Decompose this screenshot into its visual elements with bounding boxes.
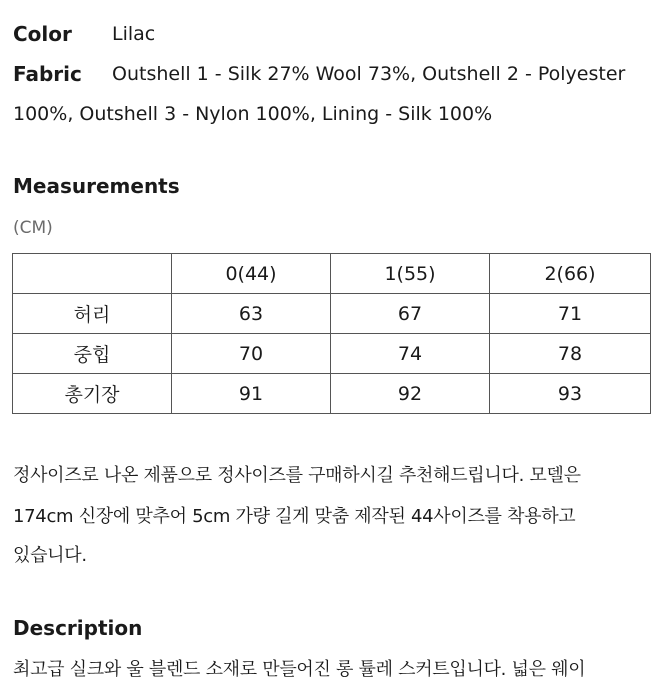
fabric-value-line1: Outshell 1 - Silk 27% Wool 73%, Outshell 2 - Polyester xyxy=(112,63,626,85)
table-cell: 63 xyxy=(172,294,331,334)
table-row-label: 허리 xyxy=(13,294,172,334)
color-value: Lilac xyxy=(112,23,156,45)
size-table xyxy=(12,253,651,414)
table-row xyxy=(13,294,651,334)
table-cell: 93 xyxy=(490,374,651,414)
table-header-cell: 2(66) xyxy=(490,254,651,294)
table-header-row xyxy=(13,254,651,294)
table-cell: 91 xyxy=(172,374,331,414)
size-notice-line3: 있습니다. xyxy=(13,545,87,566)
unit-label: (CM) xyxy=(13,218,53,238)
table-row xyxy=(13,334,651,374)
table-header-cell: 1(55) xyxy=(331,254,490,294)
measurements-title: Measurements xyxy=(13,174,180,198)
table-cell: 74 xyxy=(331,334,490,374)
table-cell: 71 xyxy=(490,294,651,334)
table-row-label: 중힙 xyxy=(13,334,172,374)
table-header-cell xyxy=(13,254,172,294)
table-header-cell: 0(44) xyxy=(172,254,331,294)
table-cell: 67 xyxy=(331,294,490,334)
fabric-label: Fabric xyxy=(13,62,82,86)
table-row-label: 총기장 xyxy=(13,374,172,414)
table-cell: 92 xyxy=(331,374,490,414)
fabric-value-line2: 100%, Outshell 3 - Nylon 100%, Lining - Silk 100% xyxy=(13,103,493,125)
table-cell: 78 xyxy=(490,334,651,374)
description-title: Description xyxy=(13,616,143,640)
size-notice-line1: 정사이즈로 나온 제품으로 정사이즈를 구매하시길 추천해드립니다. 모델은 xyxy=(13,465,581,486)
color-label: Color xyxy=(13,22,72,46)
description-text: 최고급 실크와 울 블렌드 소재로 만들어진 롱 튤레 스커트입니다. 넓은 웨이 xyxy=(13,659,586,680)
table-cell: 70 xyxy=(172,334,331,374)
table-row xyxy=(13,374,651,414)
size-notice-line2: 174cm 신장에 맞추어 5cm 가량 길게 맞춤 제작된 44사이즈를 착용하고 xyxy=(13,506,576,527)
